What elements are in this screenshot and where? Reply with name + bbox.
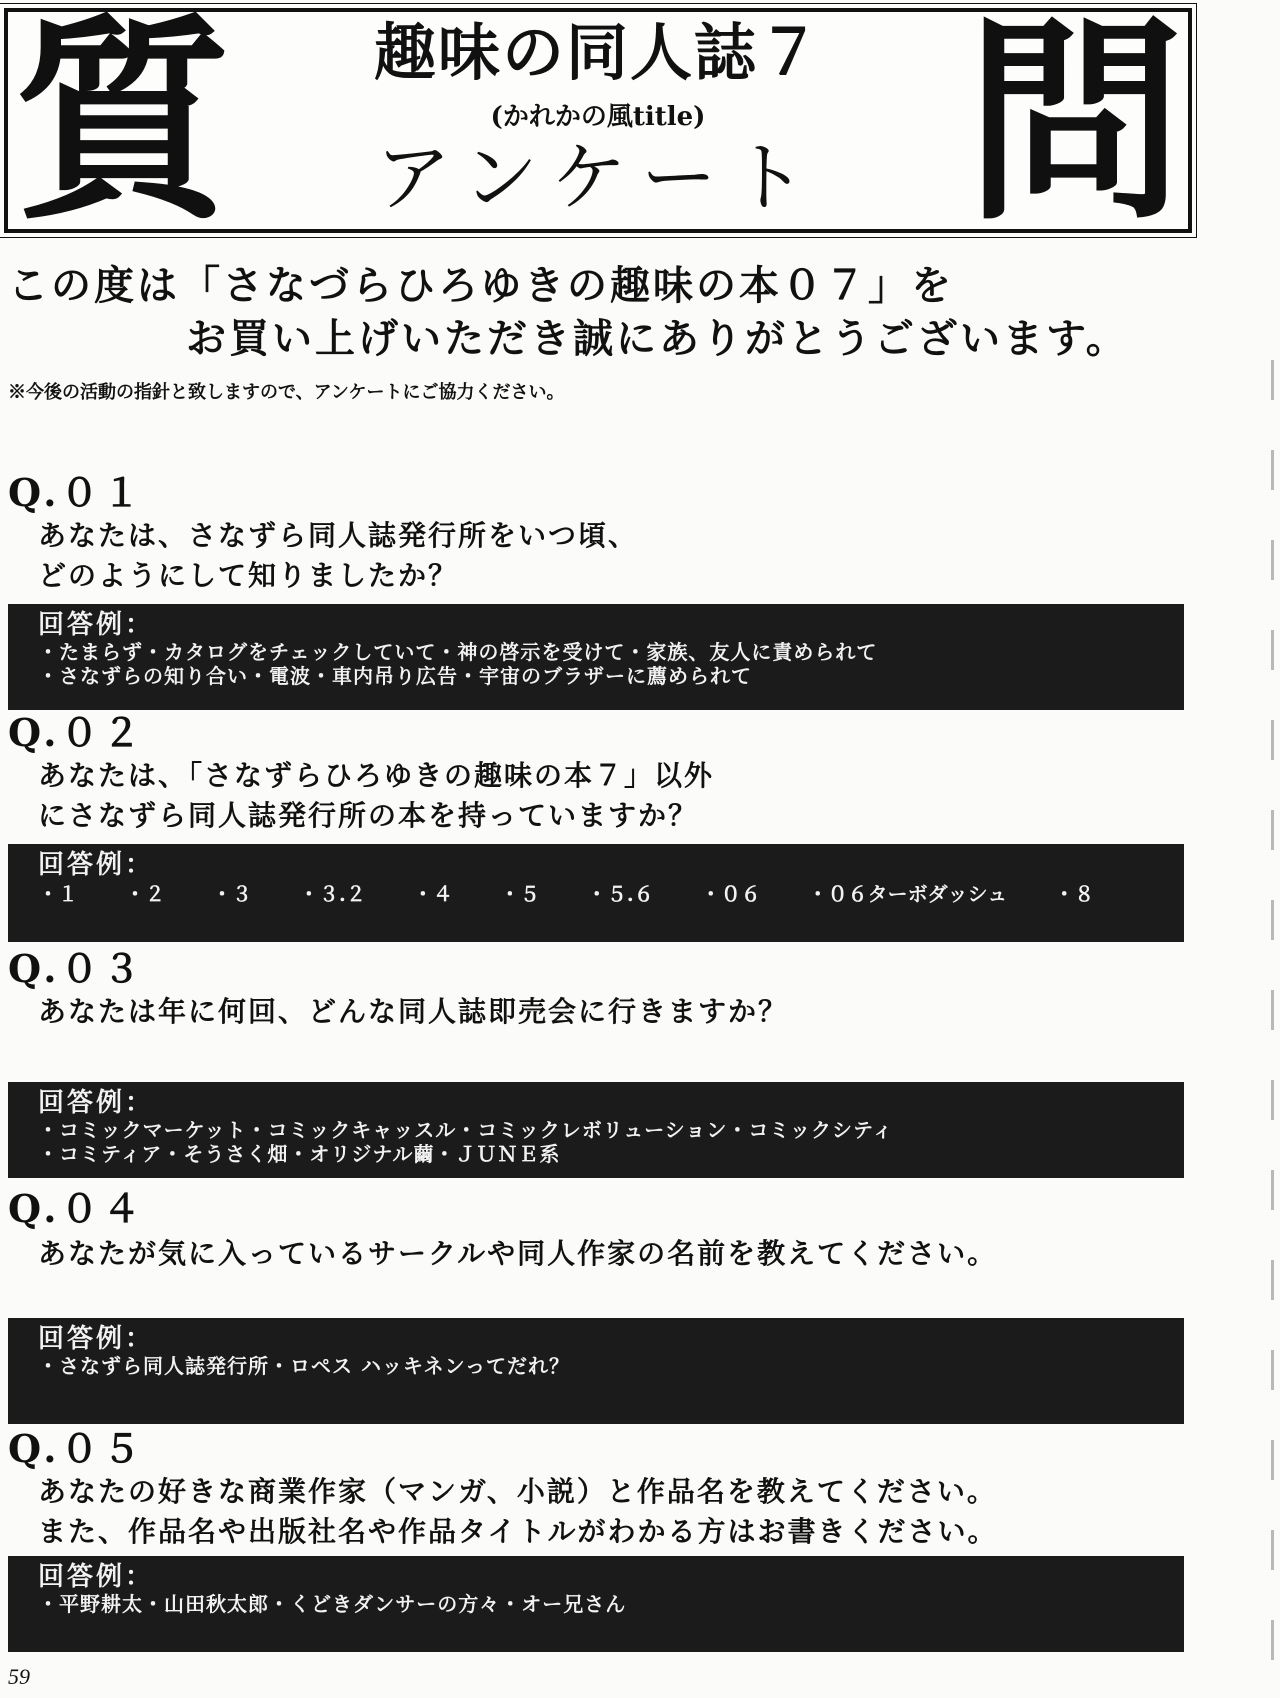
question-label: Q.０５ (8, 1426, 145, 1471)
header-anketo-title: アンケート (375, 133, 821, 222)
scan-edge-divider (1271, 360, 1274, 1660)
question-line: あなたが気に入っているサークルや同人作家の名前を教えてください。 (38, 1237, 998, 1270)
question-line: あなたは、さなずら同人誌発行所をいつ頃、 (38, 519, 639, 552)
answer-title: 回答例： (38, 610, 155, 640)
intro-line-2: お買い上げいただき誠にありがとうございます。 (186, 315, 1129, 362)
answer-item: ・０６ターボダッシュ (807, 882, 1008, 906)
intro-line-1: この度は「さなづらひろゆきの趣味の本０７」を (8, 262, 954, 309)
answer-item: ・８ (1054, 882, 1095, 906)
question-label: Q.０３ (8, 946, 145, 991)
answer-line: ・平野耕太・山田秋太郎・くどきダンサーの方々・オー兄さん (38, 1592, 627, 1616)
question-text (38, 992, 788, 1032)
question-line: にさなずら同人誌発行所の本を持っていますか？ (38, 799, 699, 832)
question-text (38, 516, 638, 596)
answer-items (38, 880, 1184, 908)
answer-example-box (8, 844, 1184, 942)
question-label: Q.０２ (8, 710, 145, 755)
page-number: 59 (8, 1664, 30, 1689)
answer-line: ・さなずら同人誌発行所・ロペス ハッキネンってだれ？ (38, 1354, 570, 1378)
answer-title: 回答例： (38, 1088, 155, 1118)
header-box (4, 0, 1192, 250)
answer-item: ・２ (124, 882, 165, 906)
answer-example-box (8, 1556, 1184, 1652)
answer-item: ・５ (499, 882, 540, 906)
answer-item: ・５.６ (586, 882, 654, 906)
question-label: Q.０１ (8, 470, 145, 515)
answer-item: ・３ (211, 882, 252, 906)
answer-item: ・０６ (700, 882, 761, 906)
answer-line: ・コミックマーケット・コミックキャッスル・コミックレボリューション・コミックシティ (38, 1118, 894, 1142)
intro-note: ※今後の活動の指針と致しますので、アンケートにご協力ください。 (8, 382, 565, 403)
header-kanji-right: 問 (966, 0, 1184, 250)
answer-example-box (8, 1082, 1184, 1178)
question-label: Q.０４ (8, 1186, 145, 1231)
question-line: どのようにして知りましたか？ (38, 559, 459, 592)
answer-item: ・１ (38, 882, 78, 906)
answer-line: ・たまらず・カタログをチェックしていて・神の啓示を受けて・家族、友人に責められて (38, 640, 878, 664)
header-subtitle: (かれかの風title) (490, 102, 706, 132)
answer-example-box (8, 604, 1184, 710)
answer-title: 回答例： (38, 1562, 155, 1592)
question-line: あなたは、「さなずらひろゆきの趣味の本７」以外 (38, 759, 715, 792)
answer-item: ・３.２ (298, 882, 366, 906)
answer-example-box (8, 1318, 1184, 1424)
answer-title: 回答例： (38, 850, 155, 880)
answer-item: ・４ (412, 882, 453, 906)
answer-title: 回答例： (38, 1324, 155, 1354)
question-line: また、作品名や出版社名や作品タイトルがわかる方はお書きください。 (38, 1515, 998, 1548)
answer-line: ・コミティア・そうさく畑・オリジナル繭・ＪＵＮＥ系 (38, 1142, 561, 1166)
header-title: 趣味の同人誌７ (373, 16, 822, 89)
question-line: あなたの好きな商業作家（マンガ、小説）と作品名を教えてください。 (38, 1475, 997, 1508)
question-text (38, 756, 714, 836)
question-line: あなたは年に何回、どんな同人誌即売会に行きますか？ (38, 995, 789, 1028)
header-kanji-left: 質 (14, 0, 232, 250)
question-text (38, 1234, 997, 1274)
answer-line: ・さなずらの知り合い・電波・車内吊り広告・宇宙のブラザーに薦められて (38, 664, 752, 688)
question-text (38, 1472, 997, 1552)
